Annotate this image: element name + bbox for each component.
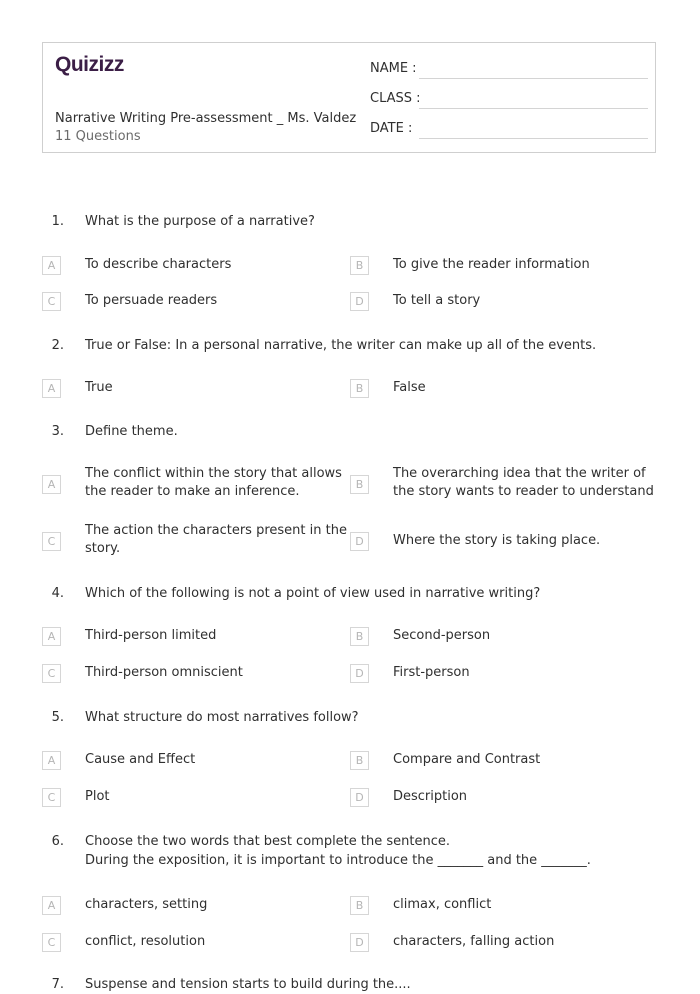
- question-number: 3.: [51, 424, 64, 439]
- question-count: 11 Questions: [55, 129, 141, 144]
- question-text: True or False: In a personal narrative, the writer can make up all of the events.: [85, 338, 597, 353]
- option-box[interactable]: D: [350, 532, 369, 551]
- option-text: characters, setting: [85, 897, 208, 912]
- option-box[interactable]: C: [42, 664, 61, 683]
- option-box[interactable]: C: [42, 933, 61, 952]
- question-text: Suspense and tension starts to build during the....: [85, 977, 411, 992]
- option-box[interactable]: C: [42, 532, 61, 551]
- option-text: The action the characters present in the story.: [85, 523, 347, 556]
- option-text: Description: [393, 789, 468, 804]
- name-line: [419, 78, 648, 79]
- option-box[interactable]: D: [350, 933, 369, 952]
- option-text: True: [85, 380, 113, 395]
- option-text: First-person: [393, 665, 470, 680]
- class-label: CLASS :: [370, 91, 421, 106]
- option-text: False: [393, 380, 426, 395]
- question-text: Which of the following is not a point of view used in narrative writing?: [85, 586, 541, 601]
- option-box[interactable]: D: [350, 292, 369, 311]
- worksheet-title: Narrative Writing Pre-assessment _ Ms. Valdez: [55, 111, 357, 126]
- date-label: DATE :: [370, 121, 413, 136]
- option-text: Where the story is taking place.: [393, 533, 601, 548]
- option-box[interactable]: D: [350, 788, 369, 807]
- option-text: To persuade readers: [85, 293, 218, 308]
- quizizz-logo: Quizizz: [55, 53, 124, 76]
- question-number: 4.: [51, 586, 64, 601]
- option-box[interactable]: B: [350, 896, 369, 915]
- date-field[interactable]: [370, 121, 648, 139]
- option-box[interactable]: A: [42, 751, 61, 770]
- name-field[interactable]: [370, 61, 648, 79]
- option-box[interactable]: A: [42, 896, 61, 915]
- option-box[interactable]: A: [42, 379, 61, 398]
- option-box[interactable]: A: [42, 256, 61, 275]
- option-text: Third-person limited: [85, 628, 217, 643]
- option-text: To describe characters: [85, 257, 232, 272]
- option-text: climax, conflict: [393, 897, 492, 912]
- class-line: [419, 108, 648, 109]
- question-text: Choose the two words that best complete the sentence.: [85, 834, 450, 849]
- question-text: Define theme.: [85, 424, 178, 439]
- option-text: To tell a story: [393, 293, 481, 308]
- option-text: The conflict within the story that allows the reader to make an inference.: [85, 466, 342, 499]
- option-box[interactable]: B: [350, 627, 369, 646]
- option-box[interactable]: D: [350, 664, 369, 683]
- option-box[interactable]: A: [42, 627, 61, 646]
- question-number: 1.: [51, 214, 64, 229]
- option-text: characters, falling action: [393, 934, 555, 949]
- option-box[interactable]: A: [42, 475, 61, 494]
- question-text-line-2: During the exposition, it is important to introduce the _______ and the _______.: [85, 853, 591, 868]
- option-text: Third-person omniscient: [85, 665, 243, 680]
- question-number: 5.: [51, 710, 64, 725]
- option-box[interactable]: B: [350, 379, 369, 398]
- name-label: NAME :: [370, 61, 417, 76]
- question-number: 7.: [51, 977, 64, 992]
- question-number: 2.: [51, 338, 64, 353]
- option-text: conflict, resolution: [85, 934, 206, 949]
- option-box[interactable]: C: [42, 292, 61, 311]
- option-text: The overarching idea that the writer of the story wants to reader to understand: [393, 466, 654, 499]
- option-text: To give the reader information: [393, 257, 590, 272]
- option-text: Cause and Effect: [85, 752, 196, 767]
- class-field[interactable]: [370, 91, 648, 109]
- question-text: What is the purpose of a narrative?: [85, 214, 315, 229]
- option-text: Compare and Contrast: [393, 752, 541, 767]
- option-text: Plot: [85, 789, 110, 804]
- date-line: [419, 138, 648, 139]
- worksheet-header: [42, 42, 656, 153]
- option-box[interactable]: B: [350, 475, 369, 494]
- question-number: 6.: [51, 834, 64, 849]
- option-box[interactable]: B: [350, 256, 369, 275]
- question-text: What structure do most narratives follow?: [85, 710, 359, 725]
- option-box[interactable]: B: [350, 751, 369, 770]
- option-text: Second-person: [393, 628, 491, 643]
- option-box[interactable]: C: [42, 788, 61, 807]
